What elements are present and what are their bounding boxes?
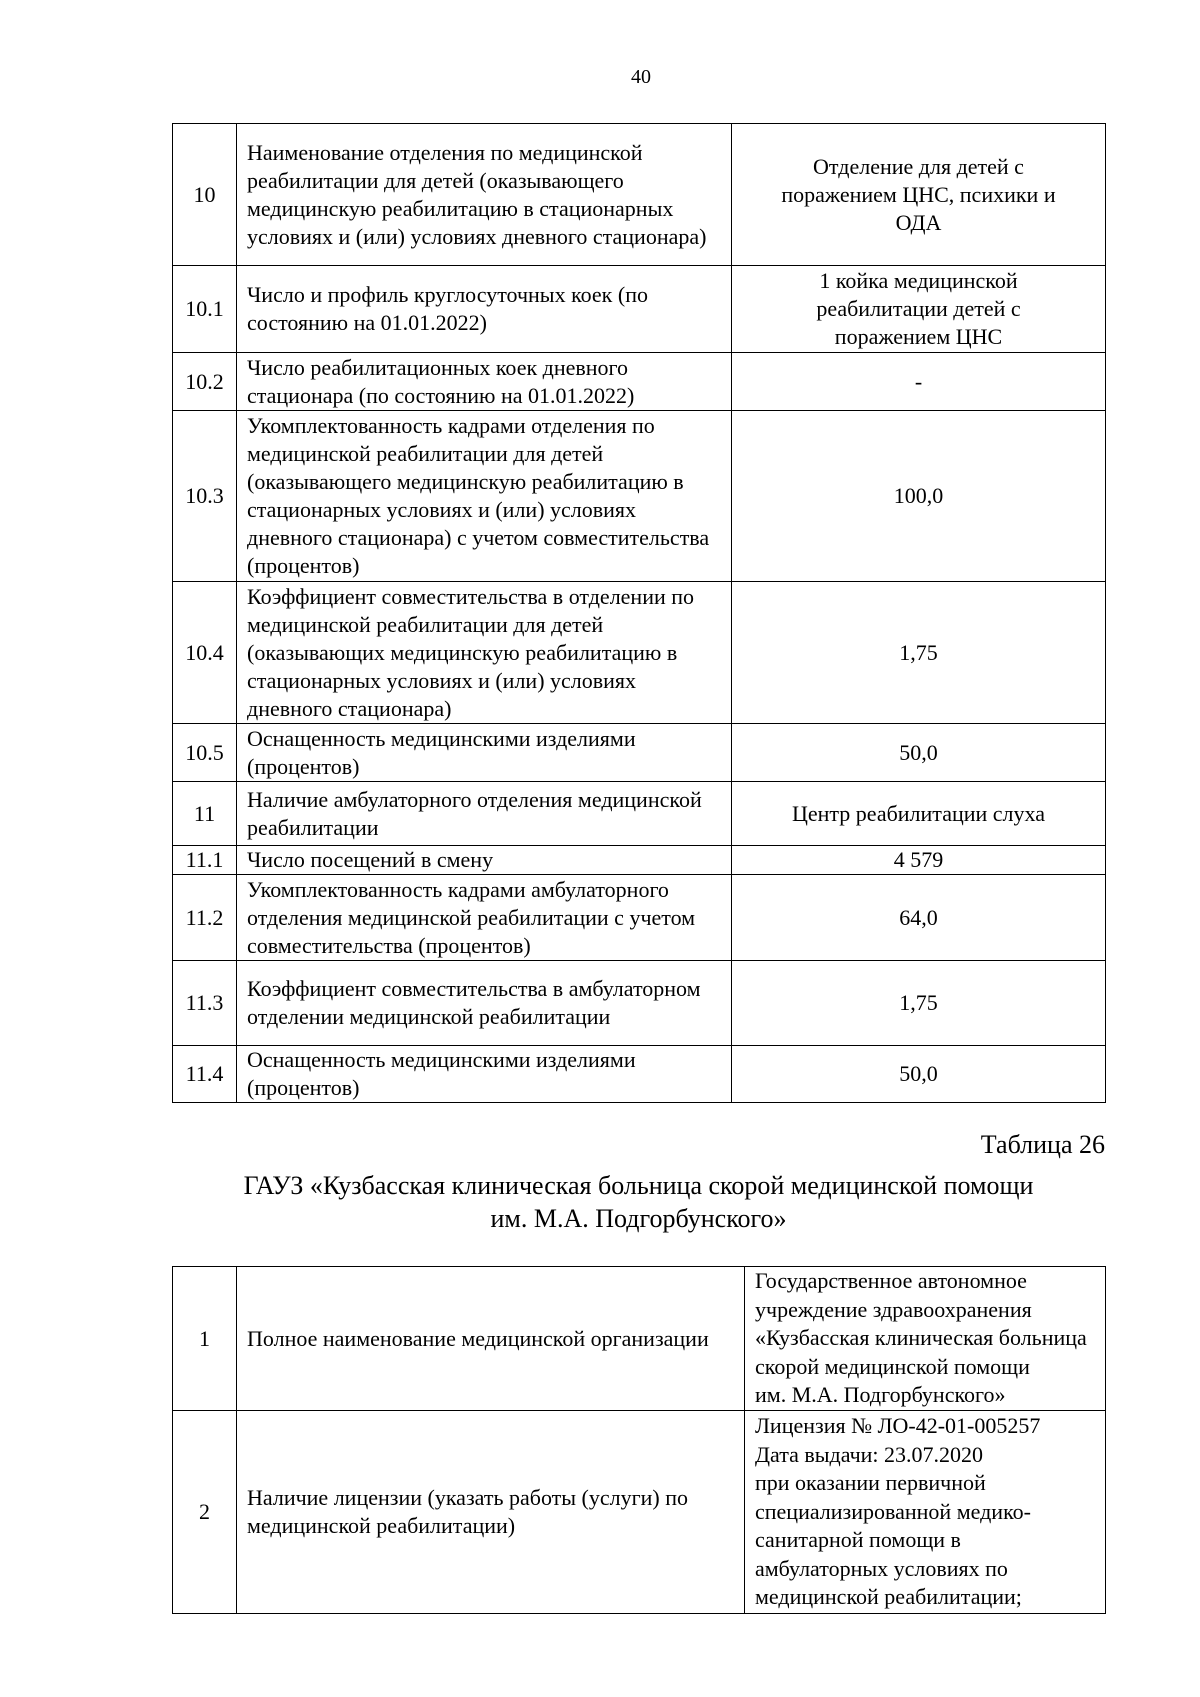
table-row	[173, 1411, 1106, 1614]
row-value: Центр реабилитации слуха	[732, 782, 1106, 846]
value-line: медицинской реабилитации;	[755, 1584, 1022, 1610]
row-value	[745, 1411, 1106, 1614]
row-value: Отделение для детей с поражением ЦНС, психики и ОДА	[732, 124, 1106, 266]
row-value: 100,0	[732, 411, 1106, 582]
value-line: Дата выдачи: 23.07.2020	[755, 1441, 984, 1467]
value-line: им. М.А. Подгорбунского»	[755, 1382, 1006, 1408]
page-number: 40	[631, 66, 651, 88]
table-row	[173, 582, 1106, 724]
row-label: Коэффициент совместительства в отделении по медицинской реабилитации для детей (оказывающих медицинскую реабилитацию в стационарных условиях и (или) условиях дневного стационара)	[237, 582, 732, 724]
row-value: 50,0	[732, 724, 1106, 782]
value-line: Государственное автономное	[755, 1268, 1027, 1294]
table-row	[173, 961, 1106, 1046]
table-row	[173, 353, 1106, 411]
row-number: 11.3	[173, 961, 237, 1046]
row-number: 2	[173, 1411, 237, 1614]
value-line: «Кузбасская клиническая больница	[755, 1325, 1087, 1351]
row-value: -	[732, 353, 1106, 411]
value-line: скорой медицинской помощи	[755, 1353, 1030, 1379]
table-row	[173, 1267, 1106, 1411]
value-line: Лицензия № ЛО-42-01-005257	[755, 1413, 1041, 1439]
table-row	[173, 846, 1106, 875]
row-number: 11	[173, 782, 237, 846]
table-title	[160, 1169, 1117, 1235]
table-row	[173, 266, 1106, 353]
row-label: Оснащенность медицинскими изделиями (процентов)	[237, 724, 732, 782]
row-value: 1,75	[732, 961, 1106, 1046]
table-25	[172, 123, 1106, 1103]
row-label: Число посещений в смену	[237, 846, 732, 875]
table-row	[173, 124, 1106, 266]
row-number: 1	[173, 1267, 237, 1411]
row-number: 10.1	[173, 266, 237, 353]
row-number: 11.1	[173, 846, 237, 875]
table-caption: Таблица 26	[980, 1130, 1105, 1159]
row-value: 1,75	[732, 582, 1106, 724]
row-value: 50,0	[732, 1046, 1106, 1103]
row-number: 10.2	[173, 353, 237, 411]
row-value: 4 579	[732, 846, 1106, 875]
row-number: 10.4	[173, 582, 237, 724]
row-label: Оснащенность медицинскими изделиями (процентов)	[237, 1046, 732, 1103]
value-line: амбулаторных условиях по	[755, 1555, 1008, 1581]
table-row	[173, 1046, 1106, 1103]
table-row	[173, 724, 1106, 782]
row-label: Число и профиль круглосуточных коек (по состоянию на 01.01.2022)	[237, 266, 732, 353]
table-26	[172, 1266, 1106, 1614]
row-label: Наличие амбулаторного отделения медицинской реабилитации	[237, 782, 732, 846]
row-number: 10.3	[173, 411, 237, 582]
value-line: санитарной помощи в	[755, 1527, 961, 1553]
row-number: 10.5	[173, 724, 237, 782]
table-row	[173, 411, 1106, 582]
value-line: учреждение здравоохранения	[755, 1296, 1032, 1322]
row-value	[745, 1267, 1106, 1411]
row-label: Укомплектованность кадрами отделения по медицинской реабилитации для детей (оказывающего медицинскую реабилитацию в стационарных условиях и (или) условиях дневного стационара) с учетом совместительства (процентов)	[237, 411, 732, 582]
table-row	[173, 782, 1106, 846]
row-number: 11.2	[173, 875, 237, 961]
row-label: Укомплектованность кадрами амбулаторного отделения медицинской реабилитации с учетом совместительства (процентов)	[237, 875, 732, 961]
value-line: специализированной медико-	[755, 1498, 1031, 1524]
row-number: 11.4	[173, 1046, 237, 1103]
value-line: при оказании первичной	[755, 1470, 986, 1496]
row-label: Полное наименование медицинской организации	[237, 1267, 745, 1411]
row-number: 10	[173, 124, 237, 266]
row-label: Наименование отделения по медицинской реабилитации для детей (оказывающего медицинскую реабилитацию в стационарных условиях и (или) условиях дневного стационара)	[237, 124, 732, 266]
row-label: Коэффициент совместительства в амбулаторном отделении медицинской реабилитации	[237, 961, 732, 1046]
table-row	[173, 875, 1106, 961]
row-label: Наличие лицензии (указать работы (услуги) по медицинской реабилитации)	[237, 1411, 745, 1614]
table-title-line: ГАУЗ «Кузбасская клиническая больница скорой медицинской помощи	[243, 1171, 1034, 1200]
row-value: 64,0	[732, 875, 1106, 961]
row-label: Число реабилитационных коек дневного стационара (по состоянию на 01.01.2022)	[237, 353, 732, 411]
row-value: 1 койка медицинской реабилитации детей с поражением ЦНС	[732, 266, 1106, 353]
table-title-line: им. М.А. Подгорбунского»	[490, 1204, 787, 1233]
